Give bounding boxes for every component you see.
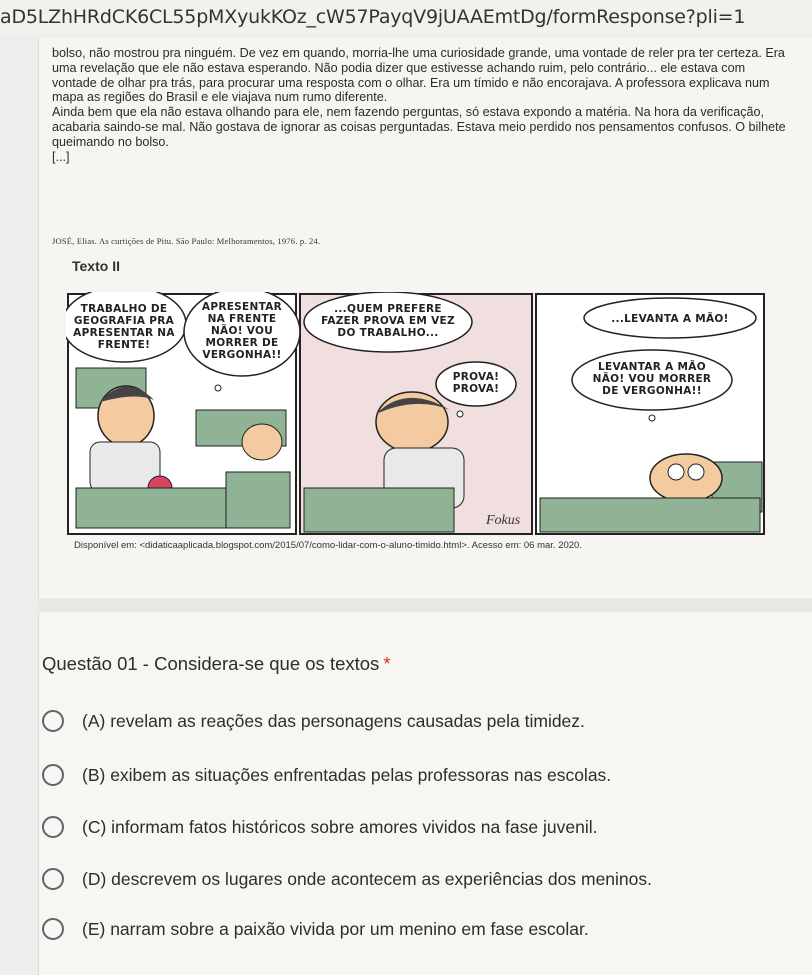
option-b[interactable] — [42, 764, 611, 786]
panel2-top-line-1: ...QUEM PREFERE — [334, 303, 442, 315]
panel3-mid-line-1: LEVANTAR A MÃO — [598, 361, 706, 373]
panel1-left-line-2: GEOGRAFIA PRA — [73, 315, 175, 327]
option-d[interactable] — [42, 868, 652, 890]
text-passage — [52, 46, 792, 164]
radio-button-icon[interactable] — [42, 764, 64, 786]
option-d-label: (D) descrevem os lugares onde acontecem as experiências dos meninos. — [82, 868, 653, 889]
comic-strip-image — [66, 292, 766, 536]
radio-button-icon[interactable] — [42, 816, 64, 838]
option-c[interactable] — [42, 816, 597, 838]
panel1-right-line-5: VERGONHA!! — [202, 349, 282, 361]
panel1-left-line-3: APRESENTAR NA — [73, 327, 175, 339]
section-divider — [38, 598, 812, 612]
question-title — [42, 653, 391, 675]
panel1-right-line-3: NÃO! VOU — [210, 325, 274, 337]
radio-button-icon[interactable] — [42, 918, 64, 940]
passage-paragraph-2: Ainda bem que ela não estava olhando para ele, nem fazendo perguntas, só estava expondo a matéria. Na hora da verificação, acabaria saindo-se mal. Não gostava de ignorar as coisas perguntadas. Estava meio perdido nos pensamentos confusos. O bilhete queimando no bolso. — [52, 105, 786, 149]
panel2-mid-line-1: PROVA! — [452, 371, 500, 383]
panel3-mid-line-3: DE VERGONHA!! — [602, 385, 702, 397]
option-a[interactable] — [42, 710, 585, 732]
panel1-left-line-4: FRENTE! — [97, 339, 151, 351]
url-text: aD5LZhHRdCK6CL55pMXyukKOz_cW57PayqV9jUAAEmtDg/formResponse?pli=1 — [0, 6, 746, 28]
radio-button-icon[interactable] — [42, 868, 64, 890]
option-c-label: (C) informam fatos históricos sobre amores vividos na fase juvenil. — [82, 816, 598, 837]
radio-button-icon[interactable] — [42, 710, 64, 732]
panel2-mid-line-2: PROVA! — [452, 383, 500, 395]
address-bar[interactable] — [0, 0, 812, 34]
passage-paragraph-1: bolso, não mostrou pra ninguém. De vez em quando, morria-lhe uma curiosidade grande, uma vontade de reler pra ter certeza. Era uma revelação que ele não estava esperando. Não podia dizer que estivesse achando ruim, pelo contrário... ele estava com vontade de olhar pra trás, para procurar uma resposta com o olhar. Era um tímido e não encorajava. A professora explicava num mapa as regiões do Brasil e ele viajava num rumo diferente. — [52, 46, 785, 105]
passage-reference: JOSÉ, Elias. As curtições de Pitu. São Paulo: Melhoramentos, 1976. p. 24. — [52, 236, 321, 246]
question-title-text: Questão 01 - Considera-se que os textos — [42, 653, 380, 674]
option-e-label: (E) narram sobre a paixão vivida por um menino em fase escolar. — [82, 918, 589, 939]
option-a-label: (A) revelam as reações das personagens causadas pela timidez. — [82, 710, 585, 731]
option-e[interactable] — [42, 918, 589, 940]
panel1-right-line-2: NA FRENTE — [207, 313, 277, 325]
comic-source-caption: Disponível em: <didaticaaplicada.blogspot.com/2015/07/como-lidar-com-o-aluno-timido.html>. Acesso em: 06 mar. 2020. — [74, 540, 582, 551]
panel2-top-line-3: DO TRABALHO... — [337, 327, 439, 339]
panel2-top-line-2: FAZER PROVA EM VEZ — [321, 315, 455, 327]
option-b-label: (B) exibem as situações enfrentadas pelas professoras nas escolas. — [82, 764, 612, 785]
panel3-top-line-1: ...LEVANTA A MÃO! — [611, 313, 729, 325]
panel1-right-line-4: MORRER DE — [205, 337, 279, 349]
required-asterisk: * — [383, 653, 391, 674]
passage-ellipsis: [...] — [52, 149, 70, 164]
panel1-left-line-1: TRABALHO DE — [80, 303, 168, 315]
panel3-mid-line-2: NÃO! VOU MORRER — [592, 373, 712, 385]
svg-text:Fokus: Fokus — [486, 513, 521, 528]
texto-ii-label: Texto II — [72, 258, 120, 274]
panel1-right-line-1: APRESENTAR — [201, 301, 283, 313]
